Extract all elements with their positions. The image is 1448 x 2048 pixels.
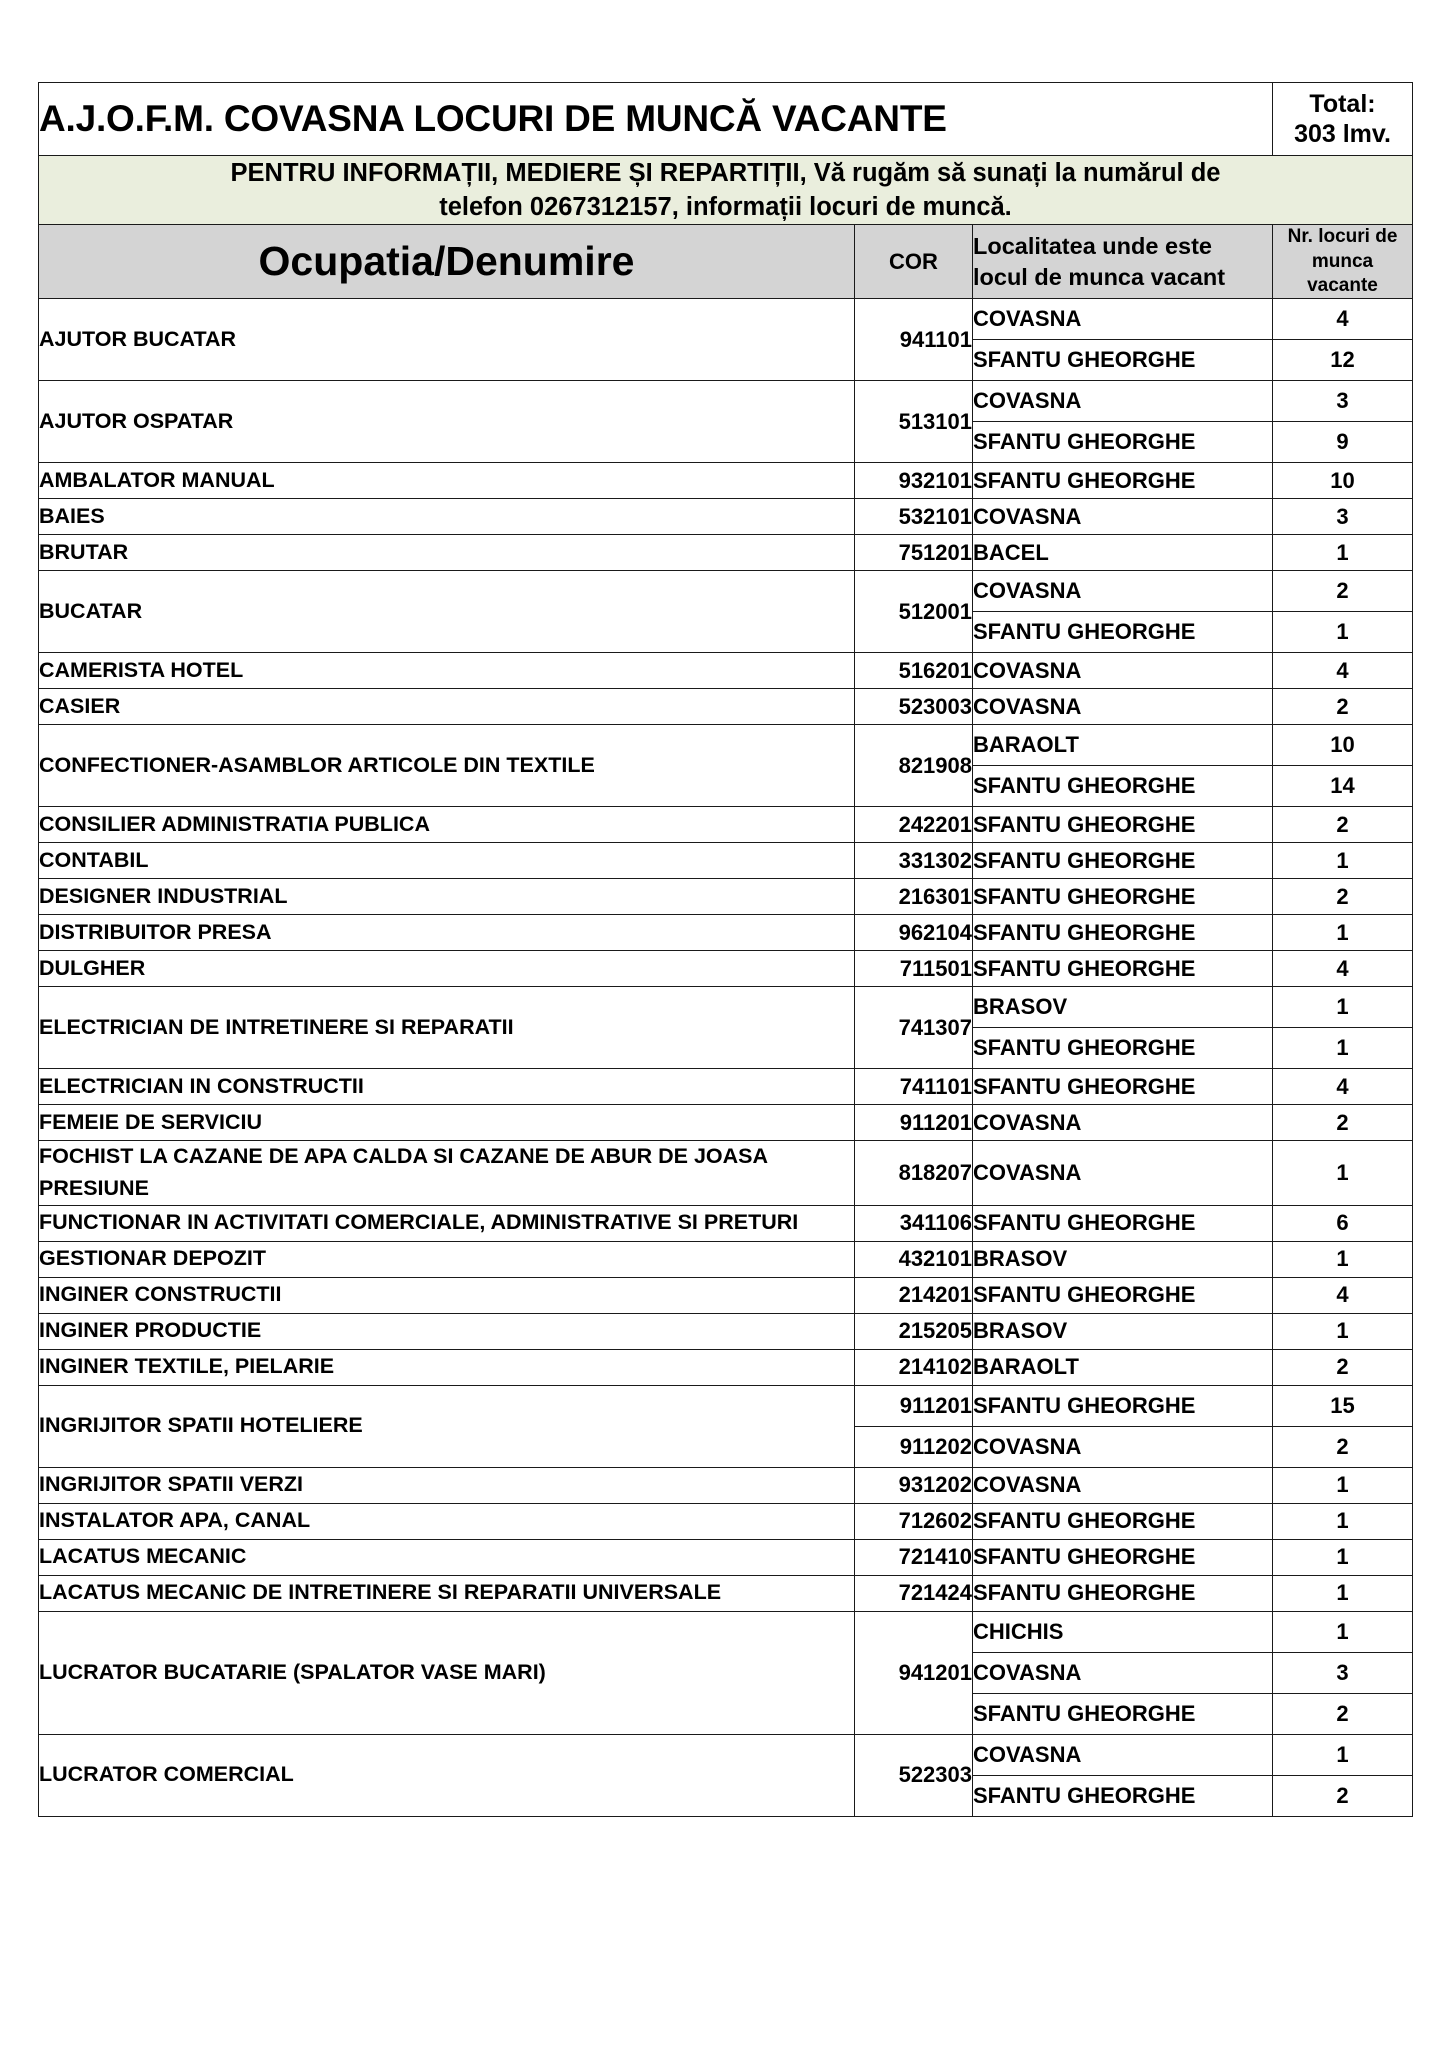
- cell-occupation: BUCATAR: [39, 571, 855, 653]
- table-row: [39, 1385, 1413, 1426]
- cell-locality: BRASOV: [973, 1241, 1273, 1277]
- cell-locality: CHICHIS: [973, 1611, 1273, 1652]
- cell-cor: 721424: [855, 1575, 973, 1611]
- cell-occupation: INSTALATOR APA, CANAL: [39, 1503, 855, 1539]
- banner-line-1: PENTRU INFORMAȚII, MEDIERE ȘI REPARTIȚII, Vă rugăm să sunați la numărul de: [230, 159, 1221, 187]
- cell-occupation: LUCRATOR BUCATARIE (SPALATOR VASE MARI): [39, 1611, 855, 1734]
- column-header-cor: COR: [855, 225, 973, 299]
- cell-cor: 818207: [855, 1141, 973, 1206]
- table-row: [39, 1575, 1413, 1611]
- cell-vacancies: 1: [1273, 987, 1413, 1028]
- cell-cor: 962104: [855, 915, 973, 951]
- cell-locality: SFANTU GHEORGHE: [973, 1069, 1273, 1105]
- cell-locality: SFANTU GHEORGHE: [973, 807, 1273, 843]
- column-header-row: [39, 225, 1413, 299]
- cell-occupation: GESTIONAR DEPOZIT: [39, 1241, 855, 1277]
- cell-cor: 214201: [855, 1277, 973, 1313]
- cell-locality: COVASNA: [973, 1734, 1273, 1775]
- cell-occupation: BAIES: [39, 499, 855, 535]
- cell-locality: BARAOLT: [973, 1349, 1273, 1385]
- cell-vacancies: 9: [1273, 422, 1413, 463]
- cell-cor: 711501: [855, 951, 973, 987]
- cell-vacancies: 15: [1273, 1385, 1413, 1426]
- cell-occupation: LUCRATOR COMERCIAL: [39, 1734, 855, 1816]
- cell-occupation: DULGHER: [39, 951, 855, 987]
- cell-locality: COVASNA: [973, 381, 1273, 422]
- cell-occupation: CONFECTIONER-ASAMBLOR ARTICOLE DIN TEXTILE: [39, 725, 855, 807]
- cell-occupation: INGINER PRODUCTIE: [39, 1313, 855, 1349]
- table-row: [39, 1539, 1413, 1575]
- cell-cor: 932101: [855, 463, 973, 499]
- table-row: [39, 571, 1413, 612]
- column-header-occupation: Ocupatia/Denumire: [39, 225, 855, 299]
- cell-vacancies: 1: [1273, 1467, 1413, 1503]
- cell-locality: SFANTU GHEORGHE: [973, 879, 1273, 915]
- cell-occupation: CONSILIER ADMINISTRATIA PUBLICA: [39, 807, 855, 843]
- cell-locality: SFANTU GHEORGHE: [973, 1693, 1273, 1734]
- table-row: [39, 1141, 1413, 1206]
- cell-cor: 941201: [855, 1611, 973, 1734]
- cell-locality: SFANTU GHEORGHE: [973, 1503, 1273, 1539]
- table-row: [39, 843, 1413, 879]
- cell-cor: 941101: [855, 299, 973, 381]
- cell-vacancies: 2: [1273, 1426, 1413, 1467]
- vacancies-table: [38, 82, 1413, 1817]
- table-row: [39, 535, 1413, 571]
- table-row: [39, 1105, 1413, 1141]
- cell-occupation: AJUTOR BUCATAR: [39, 299, 855, 381]
- column-header-vacancies: [1273, 225, 1413, 299]
- cell-locality: SFANTU GHEORGHE: [973, 1385, 1273, 1426]
- cell-occupation: ELECTRICIAN DE INTRETINERE SI REPARATII: [39, 987, 855, 1069]
- cell-occupation: DESIGNER INDUSTRIAL: [39, 879, 855, 915]
- cell-occupation: CONTABIL: [39, 843, 855, 879]
- cell-vacancies: 2: [1273, 1775, 1413, 1816]
- cell-locality: SFANTU GHEORGHE: [973, 1277, 1273, 1313]
- cell-locality: SFANTU GHEORGHE: [973, 612, 1273, 653]
- banner-line-2: telefon 0267312157, informații locuri de muncă.: [439, 193, 1012, 222]
- cell-vacancies: 1: [1273, 612, 1413, 653]
- cell-occupation: LACATUS MECANIC DE INTRETINERE SI REPARATII UNIVERSALE: [39, 1575, 855, 1611]
- table-row: [39, 987, 1413, 1028]
- cell-vacancies: 1: [1273, 1503, 1413, 1539]
- cell-occupation: DISTRIBUITOR PRESA: [39, 915, 855, 951]
- table-row: [39, 915, 1413, 951]
- cell-occupation: AJUTOR OSPATAR: [39, 381, 855, 463]
- table-row: [39, 1467, 1413, 1503]
- table-row: [39, 879, 1413, 915]
- cell-vacancies: 4: [1273, 299, 1413, 340]
- cell-cor: 751201: [855, 535, 973, 571]
- cell-vacancies: 3: [1273, 381, 1413, 422]
- cell-locality: SFANTU GHEORGHE: [973, 1028, 1273, 1069]
- table-row: [39, 499, 1413, 535]
- cell-cor: 741307: [855, 987, 973, 1069]
- cell-occupation: FEMEIE DE SERVICIU: [39, 1105, 855, 1141]
- cell-locality: SFANTU GHEORGHE: [973, 766, 1273, 807]
- table-row: [39, 653, 1413, 689]
- cell-cor: 741101: [855, 1069, 973, 1105]
- table-row: [39, 1734, 1413, 1775]
- cell-occupation: AMBALATOR MANUAL: [39, 463, 855, 499]
- cell-vacancies: 2: [1273, 807, 1413, 843]
- cell-vacancies: 1: [1273, 535, 1413, 571]
- cell-cor: 931202: [855, 1467, 973, 1503]
- cell-locality: SFANTU GHEORGHE: [973, 1539, 1273, 1575]
- cell-occupation: ELECTRICIAN IN CONSTRUCTII: [39, 1069, 855, 1105]
- cell-locality: SFANTU GHEORGHE: [973, 463, 1273, 499]
- cell-cor: 821908: [855, 725, 973, 807]
- cell-vacancies: 2: [1273, 689, 1413, 725]
- cell-locality: SFANTU GHEORGHE: [973, 1575, 1273, 1611]
- table-row: [39, 807, 1413, 843]
- cell-cor: 911201: [855, 1105, 973, 1141]
- cell-locality: BRASOV: [973, 1313, 1273, 1349]
- cell-locality: COVASNA: [973, 571, 1273, 612]
- cell-vacancies: 12: [1273, 340, 1413, 381]
- cell-vacancies: 4: [1273, 653, 1413, 689]
- cell-locality: COVASNA: [973, 1467, 1273, 1503]
- info-banner-row: [39, 156, 1413, 225]
- cell-vacancies: 3: [1273, 499, 1413, 535]
- locality-header-line-1: Localitatea unde este: [973, 233, 1212, 260]
- cell-vacancies: 1: [1273, 843, 1413, 879]
- cell-occupation: CAMERISTA HOTEL: [39, 653, 855, 689]
- cell-vacancies: 1: [1273, 1313, 1413, 1349]
- cell-locality: SFANTU GHEORGHE: [973, 1205, 1273, 1241]
- cell-cor: 432101: [855, 1241, 973, 1277]
- cell-occupation: LACATUS MECANIC: [39, 1539, 855, 1575]
- cell-vacancies: 2: [1273, 571, 1413, 612]
- cell-locality: BACEL: [973, 535, 1273, 571]
- cell-vacancies: 4: [1273, 1069, 1413, 1105]
- cell-vacancies: 3: [1273, 1652, 1413, 1693]
- cell-vacancies: 6: [1273, 1205, 1413, 1241]
- cell-vacancies: 2: [1273, 1693, 1413, 1734]
- table-row: [39, 1069, 1413, 1105]
- cell-locality: COVASNA: [973, 499, 1273, 535]
- cell-locality: COVASNA: [973, 1141, 1273, 1206]
- cell-vacancies: 1: [1273, 1611, 1413, 1652]
- cell-locality: COVASNA: [973, 1105, 1273, 1141]
- cell-cor: 721410: [855, 1539, 973, 1575]
- cell-cor: 216301: [855, 879, 973, 915]
- cell-vacancies: 1: [1273, 1734, 1413, 1775]
- cell-vacancies: 2: [1273, 1349, 1413, 1385]
- vacancies-header-line-2: munca: [1311, 250, 1374, 272]
- cell-locality: SFANTU GHEORGHE: [973, 1775, 1273, 1816]
- table-row: [39, 463, 1413, 499]
- cell-locality: SFANTU GHEORGHE: [973, 915, 1273, 951]
- cell-locality: SFANTU GHEORGHE: [973, 951, 1273, 987]
- cell-cor: 516201: [855, 653, 973, 689]
- cell-cor: 513101: [855, 381, 973, 463]
- cell-cor: 215205: [855, 1313, 973, 1349]
- cell-cor: 522303: [855, 1734, 973, 1816]
- cell-vacancies: 2: [1273, 879, 1413, 915]
- cell-locality: SFANTU GHEORGHE: [973, 843, 1273, 879]
- total-label: Total:: [1309, 89, 1376, 118]
- table-row: [39, 299, 1413, 340]
- cell-cor: 523003: [855, 689, 973, 725]
- cell-cor: 532101: [855, 499, 973, 535]
- cell-occupation: FOCHIST LA CAZANE DE APA CALDA SI CAZANE DE ABUR DE JOASA PRESIUNE: [39, 1141, 855, 1206]
- column-header-locality: [973, 225, 1273, 299]
- cell-cor: 712602: [855, 1503, 973, 1539]
- cell-vacancies: 1: [1273, 1141, 1413, 1206]
- cell-occupation: CASIER: [39, 689, 855, 725]
- cell-locality: COVASNA: [973, 653, 1273, 689]
- table-row: [39, 1277, 1413, 1313]
- cell-vacancies: 10: [1273, 725, 1413, 766]
- table-row: [39, 381, 1413, 422]
- cell-locality: SFANTU GHEORGHE: [973, 422, 1273, 463]
- cell-cor: 341106: [855, 1205, 973, 1241]
- vacancies-header-line-3: vacante: [1307, 274, 1378, 296]
- cell-vacancies: 1: [1273, 1028, 1413, 1069]
- cell-locality: SFANTU GHEORGHE: [973, 340, 1273, 381]
- cell-vacancies: 1: [1273, 1241, 1413, 1277]
- cell-cor: 242201: [855, 807, 973, 843]
- cell-vacancies: 4: [1273, 1277, 1413, 1313]
- cell-cor: 911201: [855, 1385, 973, 1426]
- cell-locality: COVASNA: [973, 1426, 1273, 1467]
- cell-occupation: INGRIJITOR SPATII VERZI: [39, 1467, 855, 1503]
- title-row: [39, 83, 1413, 156]
- table-row: [39, 1503, 1413, 1539]
- total-box: [1273, 83, 1413, 156]
- table-row: [39, 1205, 1413, 1241]
- cell-vacancies: 1: [1273, 915, 1413, 951]
- cell-cor: 331302: [855, 843, 973, 879]
- cell-vacancies: 14: [1273, 766, 1413, 807]
- cell-vacancies: 10: [1273, 463, 1413, 499]
- cell-occupation: INGINER TEXTILE, PIELARIE: [39, 1349, 855, 1385]
- cell-locality: COVASNA: [973, 689, 1273, 725]
- table-row: [39, 725, 1413, 766]
- cell-locality: BRASOV: [973, 987, 1273, 1028]
- cell-cor: 214102: [855, 1349, 973, 1385]
- cell-vacancies: 2: [1273, 1105, 1413, 1141]
- cell-locality: BARAOLT: [973, 725, 1273, 766]
- vacancies-rows: [39, 299, 1413, 1817]
- cell-cor: 512001: [855, 571, 973, 653]
- cell-locality: COVASNA: [973, 1652, 1273, 1693]
- table-row: [39, 1241, 1413, 1277]
- table-row: [39, 1313, 1413, 1349]
- cell-cor: 911202: [855, 1426, 973, 1467]
- total-value: 303 lmv.: [1294, 120, 1391, 148]
- cell-locality: COVASNA: [973, 299, 1273, 340]
- document-title: A.J.O.F.M. COVASNA LOCURI DE MUNCĂ VACANTE: [39, 83, 1273, 156]
- table-row: [39, 689, 1413, 725]
- table-row: [39, 951, 1413, 987]
- cell-occupation: INGRIJITOR SPATII HOTELIERE: [39, 1385, 855, 1467]
- cell-occupation: FUNCTIONAR IN ACTIVITATI COMERCIALE, ADMINISTRATIVE SI PRETURI: [39, 1205, 855, 1241]
- locality-header-line-2: locul de munca vacant: [973, 263, 1226, 290]
- table-row: [39, 1349, 1413, 1385]
- cell-vacancies: 4: [1273, 951, 1413, 987]
- cell-occupation: BRUTAR: [39, 535, 855, 571]
- cell-vacancies: 1: [1273, 1539, 1413, 1575]
- table-row: [39, 1611, 1413, 1652]
- info-banner: [39, 156, 1413, 225]
- cell-vacancies: 1: [1273, 1575, 1413, 1611]
- vacancies-header-line-1: Nr. locuri de: [1287, 226, 1398, 248]
- cell-occupation: INGINER CONSTRUCTII: [39, 1277, 855, 1313]
